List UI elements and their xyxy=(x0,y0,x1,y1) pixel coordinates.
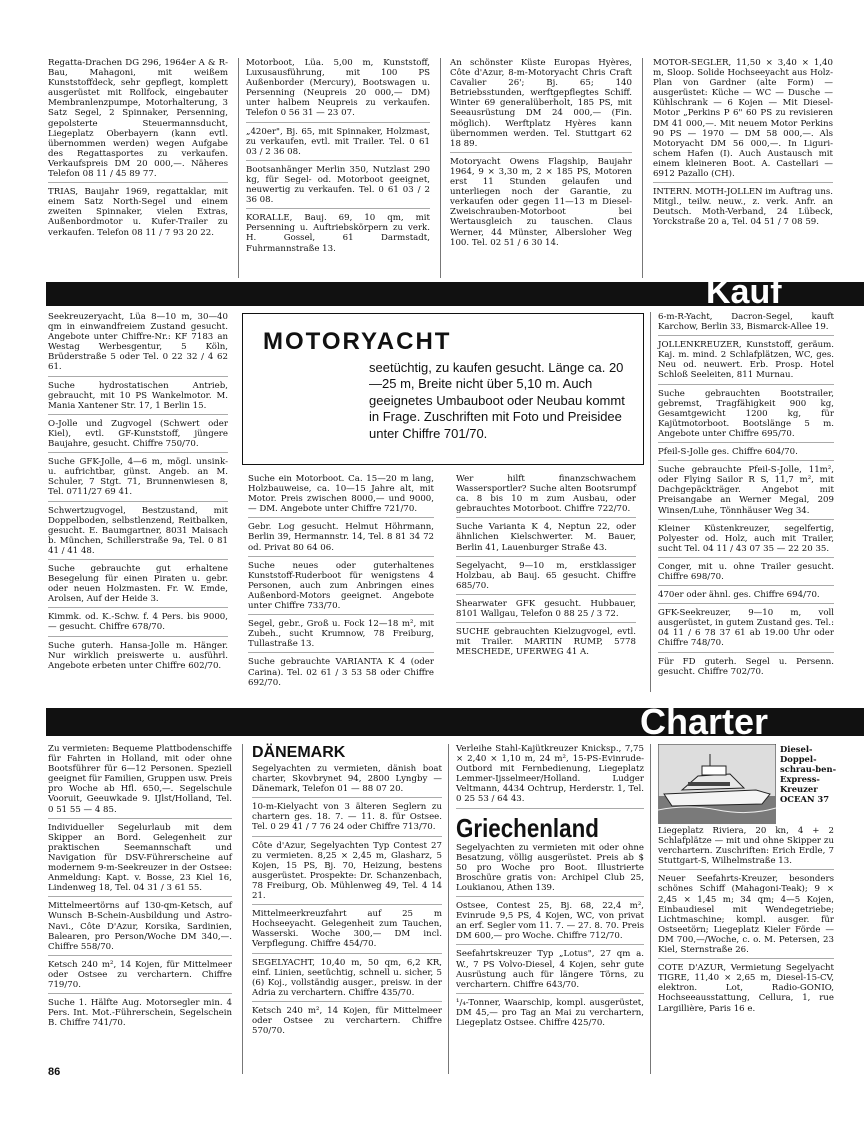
kauf-col-2 xyxy=(248,474,434,695)
top-col-2 xyxy=(246,58,430,261)
classified-ad: Suche gebrauchte gut erhaltene Besegelung für einen Piraten u. gebr. oder neuen Holzmasten. Fr. W. Emde, Arolsen, Auf der Heide 3. xyxy=(48,564,228,608)
classified-ad: COTE D'AZUR, Vermietung Segelyacht TIGRE, 11,40 × 2,65 m, Diesel-15-CV, elektron. Lot, Radio-GONIO, Hochseeausstattung, Cellura, 1, rue Largillière, Paris 16 e. xyxy=(658,963,834,1014)
classified-ad: Mittelmeertörns auf 130-qm-Ketsch, auf Wunsch B-Schein-Ausbildung und Astro-Navi., Côte D'Azur, Korsika, Sardinien, Balearen, pro Person/Woche DM 340,—. Chiffre 558/70. xyxy=(48,901,232,955)
charter-col-3-ads xyxy=(456,843,644,1032)
classified-ad: Pfeil-S-Jolle ges. Chiffre 604/70. xyxy=(658,447,834,461)
classified-ad: Segelyachten zu vermieten, dänish boat charter, Skovbrynet 94, 2800 Lyngby — Dänemark, Telefon 01 — 88 07 20. xyxy=(252,764,442,798)
classified-ad: 470er oder ähnl. ges. Chiffre 694/70. xyxy=(658,590,834,604)
classified-ad: „420er", Bj. 65, mit Spinnaker, Holzmast, zu verkaufen, evtl. mit Trailer. Tel. 0 61 03 / 2 36 08. xyxy=(246,127,430,161)
classified-ad: 10-m-Kielyacht von 3 älteren Seglern zu chartern ges. 18. 7. — 11. 8. für Ostsee. Tel. 0 29 41 / 7 76 24 oder Chiffre 713/70. xyxy=(252,802,442,836)
charter-col-1 xyxy=(48,744,232,1035)
section-header-charter: Charter xyxy=(640,701,769,742)
classified-ad: Shearwater GFK gesucht. Hubbauer, 8101 Wallgau, Telefon 0 88 25 / 3 72. xyxy=(456,599,636,623)
classified-ad: Kleiner Küstenkreuzer, segelfertig, Polyester od. Holz, auch mit Trailer, sucht Tel. 04 11 / 43 07 35 — 22 20 35. xyxy=(658,524,834,558)
section-header-kauf: Kauf xyxy=(706,273,782,311)
classified-ad: MOTOR-SEGLER, 11,50 × 3,40 × 1,40 m, Sloop. Solide Hochseeyacht aus Holz-Plan von Gardner (alte Form) — ausgerüstet: Küche — WC — Dusche — Kühlschrank — 6 Kojen — Mit Diesel-Motor „Perkins P 6" 60 PS zu revisieren DM 41 000,—. Mit neuem Motor Perkins 90 PS — 1970 — DM 58 000,—. Als Motoryacht DM 56 000,—. In Liguri-schem Hafen (I). Auch Austausch mit einem kleineren Boot. A. Castellari — 6912 Pazallo (CH). xyxy=(653,58,833,183)
classified-ad: Suche gebrauchte Pfeil-S-Jolle, 11m², oder Flying Sailor R S, 11,7 m², mit Dachgepäckträger. Angebot mit Preisangabe an Werner Megal, 209 Winsen/Luhe, Tönnhäuser Weg 34. xyxy=(658,465,834,519)
column-divider xyxy=(242,744,243,1074)
motoryacht-display-ad xyxy=(242,313,644,465)
classified-ad: Motoryacht Owens Flagship, Baujahr 1964, 9 × 3,30 m, 2 × 185 PS, Motoren erst 11 Stunden gelaufen und unterliegen noch der Garantie, zu verkaufen oder gegen 11—13 m Diesel-Zweischrauben-Motorboot bei Wertausgleich zu tauschen. Claus Werner, 44 Münster, Albersloher Weg 100. Tel. 02 51 / 6 30 14. xyxy=(450,156,632,248)
column-divider xyxy=(448,744,449,1074)
charter-col-2-ads xyxy=(252,764,442,1039)
classified-ad: Mittelmeerkreuzfahrt auf 25 m Hochseeyacht. Gelegenheit zum Tauchen, Wasserski. Woche 300,— DM incl. Verpflegung. Chiffre 454/70. xyxy=(252,909,442,953)
ad-stahl-kajuetkreuzer: Verleihe Stahl-Kajütkreuzer Knicksp., 7,75 × 2,40 × 1,10 m, 24 m², 15-PS-Evinrude-Outbord mit Fernbedienung, Liegeplatz Lemmer-Ijsselmeer/Holland. Ludger Veltmann, 4434 Ochtrup, Herderstr. 1, Tel. 0 25 53 / 64 43. xyxy=(456,744,644,809)
classified-ad: Suche 1. Hälfte Aug. Motorsegler min. 4 Pers. Int. Mot.-Führerschein, Segelschein B. Chiffre 741/70. xyxy=(48,998,232,1029)
classified-ad: Suche Varianta K 4, Neptun 22, oder ähnlichen Kielschwerter. M. Bauer, Berlin 41, Lauenburger Straße 43. xyxy=(456,522,636,556)
classified-ad: Suche GFK-Jolle, 4—6 m, mögl. unsink- u. aufrichtbar, günst. Angeb. an M. Schuler, 7 Stgt. 71, Brunnenwiesen 8, Tel. 0711/27 69 41. xyxy=(48,457,228,501)
classified-ad: Neuer Seefahrts-Kreuzer, besonders schönes Schiff (Mahagoni-Teak); 9 × 2,45 × 1,45 m; 34 qm; 4—5 Kojen, Einbaudiesel mit Wendegetriebe; Lichtmaschine; kompl. ausger. für Ostseetörn; Liegeplatz Kieler Förde — DM 700,—/Woche, c. o. M. Petersen, 23 Kiel, Sternstraße 26. xyxy=(658,874,834,959)
classified-ad: An schönster Küste Europas Hyères, Côte d'Azur, 8-m-Motoryacht Chris Craft Cavalier 26'; Bj. 65; 140 Betriebsstunden, werftgepflegtes Schiff. Winter 69 generalüberholt, 185 PS, mit Seeausrüstung DM 24 000,— (Fin. möglich). Werftplatz Hyères kann übernommen werden. Tel. Stuttgart 62 18 89. xyxy=(450,58,632,153)
top-col-3 xyxy=(450,58,632,255)
classified-ad: SEGELYACHT, 10,40 m, 50 qm, 6,2 KR, einf. Linien, seetüchtig, schnell u. sicher, 5 (6) Koj., vollständig ausger., preisw. in der Adria zu verchartern. Chiffre 435/70. xyxy=(252,958,442,1002)
display-ad-text: seetüchtig, zu kaufen gesucht. Länge ca. 20—25 m, Breite nicht über 5,10 m. Auch geeignetes Umbauboot oder Neubau kommt in Frage. Zuschriften mit Foto und Preisidee unter Chiffre 701/70. xyxy=(369,360,625,441)
column-divider xyxy=(642,58,643,278)
classified-ad: Suche gebrauchte VARIANTA K 4 (oder Carina). Tel. 02 61 / 3 53 58 oder Chiffre 692/70. xyxy=(248,657,434,688)
kauf-col-3 xyxy=(456,474,636,664)
classified-ad: Gebr. Log gesucht. Helmut Höhrmann, Berlin 39, Hermannstr. 14, Tel. 8 81 34 72 od. Privat 80 64 06. xyxy=(248,522,434,556)
kauf-col-4 xyxy=(658,312,834,684)
classified-ad: Ketsch 240 m², 14 Kojen, für Mittelmeer oder Ostsee zu verchartern. Chiffre 719/70. xyxy=(48,960,232,994)
column-divider xyxy=(238,58,239,278)
classified-ad: Suche neues oder guterhaltenes Kunststoff-Ruderboot für wenigstens 4 Personen, auch zum Anbringen eines Außenbord-Motors geeignet. Angebote unter Chiffre 733/70. xyxy=(248,561,434,615)
classified-ad: O-Jolle und Zugvogel (Schwert oder Kiel), evtl. GF-Kunststoff, jüngere Baujahre, gesucht. Chiffre 750/70. xyxy=(48,419,228,453)
classified-ad: Segelyachten zu vermieten mit oder ohne Besatzung, völlig ausgerüstet. Preis ab $ 50 pro Woche pro Boot. Illustrierte Broschüre gratis von: Archipel Club 25, Loukianou, Athen 139. xyxy=(456,843,644,897)
classified-ad: Conger, mit u. ohne Trailer gesucht. Chiffre 698/70. xyxy=(658,562,834,586)
column-divider xyxy=(650,312,651,692)
classified-ad: Suche guterh. Hansa-Jolle m. Hänger. Nur wirklich preiswerte u. ausführl. Angebote erbeten unter Chiffre 602/70. xyxy=(48,640,228,671)
classified-ad: Bootsanhänger Merlin 350, Nutzlast 290 kg, für Segel- od. Motorboot geeignet, neuwertig zu verkaufen. Tel. 0 61 03 / 2 36 08. xyxy=(246,165,430,209)
classified-ad: Schwertzugvogel, Bestzustand, mit Doppelboden, selbstlenzend, Reitbalken, gesucht. E. Baumgartner, 8031 Maisach b. München, Schillerstraße 9a, Tel. 0 81 41 / 41 48. xyxy=(48,506,228,560)
classified-ad: Wer hilft finanzschwachem Wassersportler? Suche alten Bootsrumpf ca. 8 bis 10 m zum Ausbau, oder gebrauchtes Motorboot. Chiffre 722/70. xyxy=(456,474,636,518)
classified-ad: Segel, gebr., Groß u. Fock 12—18 m², mit Zubeh., sucht Krumnow, 78 Freiburg, Tullastraße 13. xyxy=(248,619,434,653)
column-divider xyxy=(650,744,651,1074)
classified-ad: Segelyacht, 9—10 m, erstklassiger Holzbau, ab Bauj. 65 gesucht. Chiffre 685/70. xyxy=(456,561,636,595)
classified-ad: Suche ein Motorboot. Ca. 15—20 m lang, Holzbauweise, ca. 10—15 Jahre alt, mit Motor. Preis zwischen 8000,— und 9000,— DM. Angebote unter Chiffre 721/70. xyxy=(248,474,434,518)
top-col-1 xyxy=(48,58,228,245)
classified-ad: Zu vermieten: Bequeme Plattbodenschiffe für Fahrten in Holland, mit oder ohne Bootsführer für 6—12 Personen. Speziell geeignet für Familien, Gruppen usw. Preis pro Woche ab Hfl. 650,—. Segelschule Vooruit, Geeuwkade 9. IJlst/Holland, Tel. 0 51 55 — 4 85. xyxy=(48,744,232,819)
classified-ad: ¹/₄-Tonner, Waarschip, kompl. ausgerüstet, DM 45,— pro Tag an Mai zu verchartern, Liegeplatz Ostsee. Chiffre 425/70. xyxy=(456,997,644,1028)
charter-col-4 xyxy=(658,744,837,1021)
ad-ocean37: Liegeplatz Riviera, 20 kn, 4 + 2 Schlafplätze — mit und ohne Skipper zu verchartern. Zuschriften: Erich Erdle, 7 Stuttgart-S, Wilhelmstraße 13. xyxy=(658,826,834,870)
charter-col-4-ads xyxy=(658,874,834,1016)
column-divider xyxy=(440,58,441,278)
classified-ad: Regatta-Drachen DG 296, 1964er A & R-Bau, Mahagoni, mit weißem Kunststoffdeck, sehr gepflegt, komplett ausgerüstet mit Rollfock, eingebauter Membranlenzpumpe, Motorhalterung, 3 Satz Segel, 2 Spinnaker, Persenning, gepolsterte Steuermannsducht, Liegeplatz Oberbayern (kann evtl. übernommen werden) wegen Aufgabe des Regattasportes zu verkaufen. Verkaufspreis DM 20 000,—. Näheres Telefon 08 11 / 45 89 77. xyxy=(48,58,228,183)
classified-ad: Seekreuzeryacht, Lüa 8—10 m, 30—40 qm in einwandfreiem Zustand gesucht. Angebote unter Chiffre-Nr.: KF 7183 an Westag Werbesgentur, 5 Köln, Brüderstraße 5 oder Tel. 0 22 32 / 4 62 61. xyxy=(48,312,228,377)
denmark-heading: DÄNEMARK xyxy=(252,744,346,761)
classified-ad: INTERN. MOTH-JOLLEN im Auftrag uns. Mitgl., teilw. neuw., z. verk. Anfr. an Deutsch. Moth-Verband, 24 Lübeck, Yorckstraße 20 a, Tel. 04 51 / 7 08 59. xyxy=(653,187,833,228)
classified-ad: Individueller Segelurlaub mit dem Skipper an Bord. Gelegenheit zur praktischen Seemannschaft und Navigation für DSV-Führerscheine auf modernem 9-m-Seekreuzer in der Ostsee: Anmeldung: Kapt. v. Bosse, 23 Kiel 16, Lindenweg 18, Tel. 04 31 / 3 61 55. xyxy=(48,823,232,898)
classified-ad: JOLLENKREUZER, Kunststoff, geräum. Kaj. m. mind. 2 Schlafplätzen, WC, ges. Neu od. neuwert. Erb. Prosp. Hotel Schloß Seeleiten, 811 Murnau. xyxy=(658,340,834,384)
motorboat-photo xyxy=(658,744,776,824)
classified-ad: KORALLE, Bauj. 69, 10 qm, mit Persenning u. Auftriebskörpern zu verk. H. Gossel, 61 Darmstadt, Fuhrmannstraße 13. xyxy=(246,213,430,254)
classified-ad: GFK-Seekreuzer, 9—10 m, voll ausgerüstet, in gutem Zustand ges. Tel.: 04 11 / 6 78 37 61 ab 19.00 Uhr oder Chiffre 748/70. xyxy=(658,608,834,652)
classified-ad: 6-m-R-Yacht, Dacron-Segel, kauft Karchow, Berlin 33, Bismarck-Allee 19. xyxy=(658,312,834,336)
charter-col-3 xyxy=(456,744,644,1035)
classified-ad: Motorboot, Lüa. 5,00 m, Kunststoff, Luxusausführung, mit 100 PS Außenborder (Mercury), Bootswagen u. Persenning (Neupreis 20 000,— DM) unter halbem Neupreis zu verkaufen. Telefon 0 56 31 — 23 07. xyxy=(246,58,430,123)
classified-ad: Kimmk. od. K.-Schw. f. 4 Pers. bis 9000,— gesucht. Chiffre 678/70. xyxy=(48,612,228,636)
classified-ad: Suche hydrostatischen Antrieb, gebraucht, mit 10 PS Wankelmotor. M. Mania Xantener Str. 17, 1 Berlin 15. xyxy=(48,381,228,415)
classified-ad: Ostsee, Contest 25, Bj. 68, 22,4 m², Evinrude 9,5 PS, 4 Kojen, WC, von privat an erf. Segler vom 11. 7. — 27. 8. 70. Preis DM 600,— pro Woche. Chiffre 712/70. xyxy=(456,901,644,945)
kauf-col-1 xyxy=(48,312,228,678)
classified-ad: SUCHE gebrauchten Kielzugvogel, evtl. mit Trailer. MARTIN RUMP, 5778 MESCHEDE, UFERWEG 41 A. xyxy=(456,627,636,658)
greece-heading: Griechenland xyxy=(456,812,599,843)
classified-ad: Für FD guterh. Segel u. Persenn. gesucht. Chiffre 702/70. xyxy=(658,656,834,677)
classified-ad: Seefahrtskreuzer Typ „Lotus", 27 qm a. W., 7 PS Volvo-Diesel, 4 Kojen, sehr gute Ausrüstung auch für längere Törns, zu verchartern. Chiffre 643/70. xyxy=(456,949,644,993)
classified-ad: Côte d'Azur, Segelyachten Typ Contest 27 zu vermieten. 8,25 × 2,45 m, Glasharz, 5 Kojen, 15 PS, Bj. 70, Heizung, bestens ausgerüstet. Prospekte: Dr. Schanzenbach, 78 Freiburg, Ob. Mühlenweg 49, Tel. 4 14 21. xyxy=(252,841,442,906)
page-number: 86 xyxy=(48,1066,61,1078)
classified-ad: Ketsch 240 m², 14 Kojen, für Mittelmeer oder Ostsee zu verchartern. Chiffre 570/70. xyxy=(252,1005,442,1037)
charter-col-2 xyxy=(252,744,442,1043)
ocean37-header xyxy=(658,744,837,826)
ocean37-caption: Diesel-Doppel-schrau-ben-Express-Kreuzer OCEAN 37 xyxy=(780,744,837,804)
classified-ad: TRIAS, Baujahr 1969, regattaklar, mit einem Satz North-Segel und einem zweiten Spinnaker, vielen Extras, Außenbordmotor u. Kufer-Trailer zu verkaufen. Telefon 08 11 / 7 93 20 22. xyxy=(48,187,228,238)
classified-ad: Suche gebrauchten Bootstrailer, gebremst, Tragfähigkeit 900 kg, Gesamtgewicht 1200 kg, für Kajütmotorboot. Bootslänge 5 m. Angebote unter Chiffre 695/70. xyxy=(658,389,834,443)
top-col-4 xyxy=(653,58,833,235)
display-ad-title: MOTORYACHT xyxy=(263,328,452,355)
